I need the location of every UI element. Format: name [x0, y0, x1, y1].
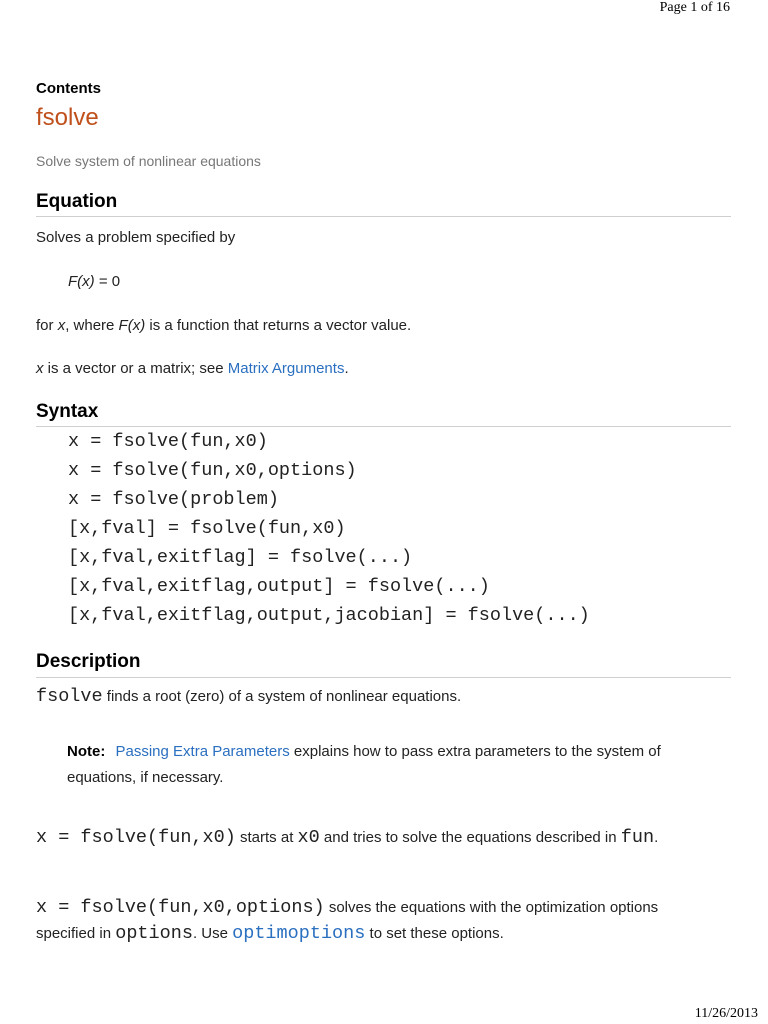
page-subtitle: Solve system of nonlinear equations — [36, 153, 261, 169]
formula-fx: F(x) — [68, 273, 95, 290]
contents-label[interactable]: Contents — [36, 80, 101, 97]
syntax-heading: Syntax — [36, 401, 99, 422]
syntax-line: [x,fval] = fsolve(fun,x0) — [68, 518, 346, 539]
equation-line3 — [36, 360, 349, 377]
p2-code2: x0 — [297, 827, 320, 848]
page-title: fsolve — [36, 104, 99, 131]
line3-post: . — [344, 360, 349, 377]
description-heading: Description — [36, 651, 141, 672]
p2-text1: starts at — [235, 829, 298, 846]
equation-heading: Equation — [36, 191, 118, 212]
syntax-line: x = fsolve(fun,x0) — [68, 431, 268, 452]
optimoptions-link[interactable]: optimoptions — [232, 923, 366, 944]
p3-code2: options — [115, 923, 193, 944]
syntax-line: x = fsolve(fun,x0,options) — [68, 460, 357, 481]
note-text: explains how to pass extra parameters to the system of equations, if necessary. — [67, 743, 661, 786]
note-box — [67, 739, 707, 791]
line2-post: is a function that returns a vector value. — [145, 317, 412, 334]
equation-intro: Solves a problem specified by — [36, 229, 236, 246]
equation-formula — [68, 273, 120, 290]
matrix-arguments-link[interactable]: Matrix Arguments — [227, 360, 345, 377]
syntax-line: [x,fval,exitflag] = fsolve(...) — [68, 547, 413, 568]
line2-pre: for — [36, 317, 58, 334]
p3-text2: . Use — [192, 925, 233, 942]
equation-line2 — [36, 317, 411, 334]
line3-x: x — [36, 360, 44, 377]
line2-fx: F(x) — [118, 317, 146, 334]
syntax-divider — [36, 426, 731, 427]
p2-code: x = fsolve(fun,x0) — [36, 827, 236, 848]
print-date: 11/26/2013 — [694, 1006, 758, 1021]
description-p2 — [36, 825, 716, 851]
page-number: Page 1 of 16 — [659, 0, 730, 15]
p3-code: x = fsolve(fun,x0,options) — [36, 897, 325, 918]
syntax-line: x = fsolve(problem) — [68, 489, 279, 510]
p3-text3: to set these options. — [365, 925, 504, 942]
note-label: Note: — [67, 743, 106, 760]
p2-text3: . — [654, 829, 659, 846]
p3-text1: solves the equations with the optimization options specified in — [36, 899, 659, 942]
description-p1 — [36, 686, 461, 707]
formula-rest: = 0 — [94, 273, 121, 290]
fsolve-code: fsolve — [36, 686, 103, 707]
syntax-line: [x,fval,exitflag,output,jacobian] = fsolve(...) — [68, 605, 590, 626]
description-divider — [36, 677, 731, 678]
passing-extra-parameters-link[interactable]: Passing Extra Parameters — [115, 743, 290, 760]
equation-divider — [36, 216, 731, 217]
line2-mid: , where — [65, 317, 119, 334]
description-p3 — [36, 895, 716, 947]
p2-code3: fun — [620, 827, 655, 848]
p2-text2: and tries to solve the equations described in — [319, 829, 621, 846]
p1-text: finds a root (zero) of a system of nonlinear equations. — [102, 688, 462, 705]
line2-x: x — [57, 317, 66, 334]
syntax-line: [x,fval,exitflag,output] = fsolve(...) — [68, 576, 490, 597]
line3-mid: is a vector or a matrix; see — [43, 360, 228, 377]
